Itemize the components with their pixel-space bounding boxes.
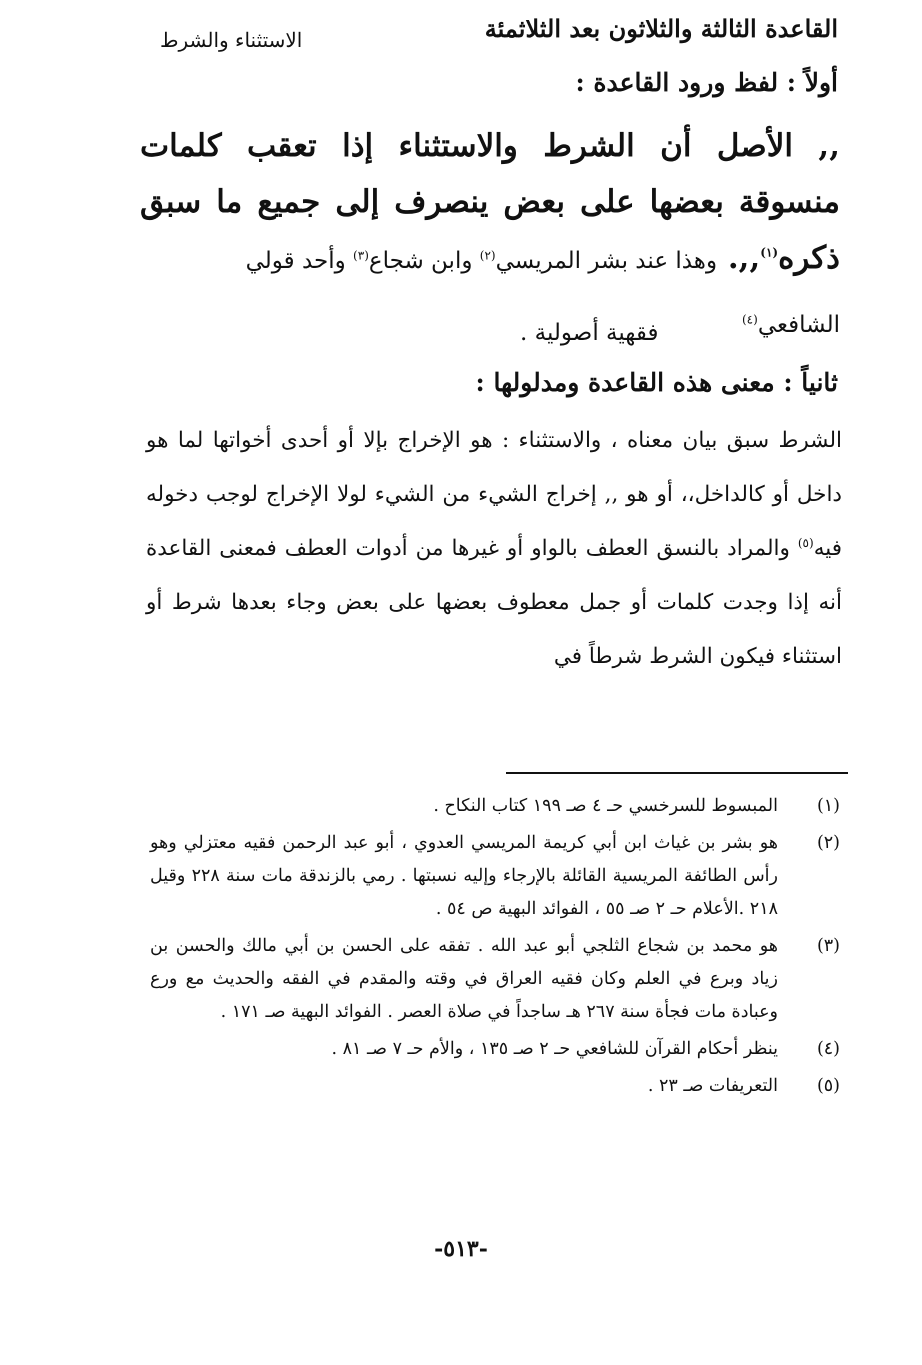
rule-topic: الاستثناء والشرط <box>160 28 303 52</box>
attribution-bishr: وهذا عند بشر المريسي <box>495 248 718 274</box>
attribution-shafii-line <box>742 312 840 338</box>
heading-rule-meaning: ثانياً : معنى هذه القاعدة ومدلولها : <box>475 368 838 397</box>
footnote-text: هو محمد بن شجاع الثلجي أبو عبد الله . تفقه على الحسن بن أبي مالك والحسن بن زياد وبرع في العلم وكان فقيه العراق في وقته والمقدم في الفقه والحديث مع ورع وعبادة مات فجأة سنة ٢٦٧ هـ ساجداً في صلاة العصر . الفوائد البهية صـ ١٧١ . <box>150 936 778 1022</box>
rule-number-title: القاعدة الثالثة والثلاثون بعد الثلاثمئة <box>484 14 838 43</box>
footnote-number: (٣) <box>816 936 840 956</box>
attribution-ibn-shuja: وابن شجاع <box>368 248 473 274</box>
footnote-ref-2: (٢) <box>479 248 496 263</box>
footnote-separator <box>506 772 848 774</box>
rule-text: ,, الأصل أن الشرط والاستثناء إذا تعقب كلمات منسوقة بعضها على بعض ينصرف إلى جميع ما سبق ذكره <box>140 128 840 276</box>
attribution-shafii: الشافعي <box>757 312 840 338</box>
page-number: -٥١٣- <box>434 1236 488 1262</box>
running-head <box>160 14 838 54</box>
footnote-number: (٤) <box>816 1039 840 1059</box>
footnote-4 <box>150 1033 840 1066</box>
meaning-paragraph <box>146 414 842 684</box>
footnote-text: التعريفات صـ ٢٣ . <box>647 1076 778 1096</box>
heading-rule-wording: أولاً : لفظ ورود القاعدة : <box>575 68 838 97</box>
footnote-ref-5: (٥) <box>797 535 814 550</box>
rule-statement <box>140 118 840 289</box>
footnote-ref-3: (٣) <box>353 248 369 263</box>
footnote-5 <box>150 1070 840 1103</box>
meaning-text-explanation: والمراد بالنسق العطف بالواو أو غيرها من أدوات العطف فمعنى القاعدة أنه إذا وجدت كلمات أو جمل معطوف بعضها على بعض وجاء بعدها شرط أو استثناء فيكون الشرط شرطاً في <box>146 536 842 669</box>
attribution-one-of-two: وأحد قولي <box>245 248 346 274</box>
attribution-text <box>246 248 717 274</box>
footnote-text: هو بشر بن غياث ابن أبي كريمة المريسي العدوي ، أبو عبد الرحمن فقيه معتزلي وهو رأس الطائفة المريسية القائلة بالإرجاء وإليه نسبتها . رمي بالزندقة مات سنة ٢٢٨ وقيل ٢١٨ .الأعلام حـ ٢ صـ ٥٥ ، الفوائد البهية ص ٥٤ . <box>150 833 778 919</box>
footnote-1 <box>150 790 840 823</box>
footnotes <box>150 790 840 1107</box>
rule-close-quote: ,,. <box>727 240 761 276</box>
footnote-3 <box>150 930 840 1029</box>
meaning-text-definition: الشرط سبق بيان معناه ، والاستثناء : هو الإخراج بإلا أو أحدى أخواتها لما هو داخل أو كالداخل،، أو هو ,, إخراج الشيء من الشيء لولا الإخراج لوجب دخوله فيه <box>146 428 842 561</box>
footnote-number: (١) <box>816 796 840 816</box>
footnote-ref-4: (٤) <box>741 312 758 327</box>
footnote-ref-1: (١) <box>760 245 779 260</box>
footnote-text: المبسوط للسرخسي حـ ٤ صـ ١٩٩ كتاب النكاح . <box>433 796 778 816</box>
footnote-number: (٢) <box>816 833 840 853</box>
rule-classification: فقهية أصولية . <box>520 320 659 346</box>
footnote-2 <box>150 827 840 926</box>
footnote-text: ينظر أحكام القرآن للشافعي حـ ٢ صـ ١٣٥ ، والأم حـ ٧ صـ ٨١ . <box>331 1039 778 1059</box>
footnote-number: (٥) <box>816 1076 840 1096</box>
